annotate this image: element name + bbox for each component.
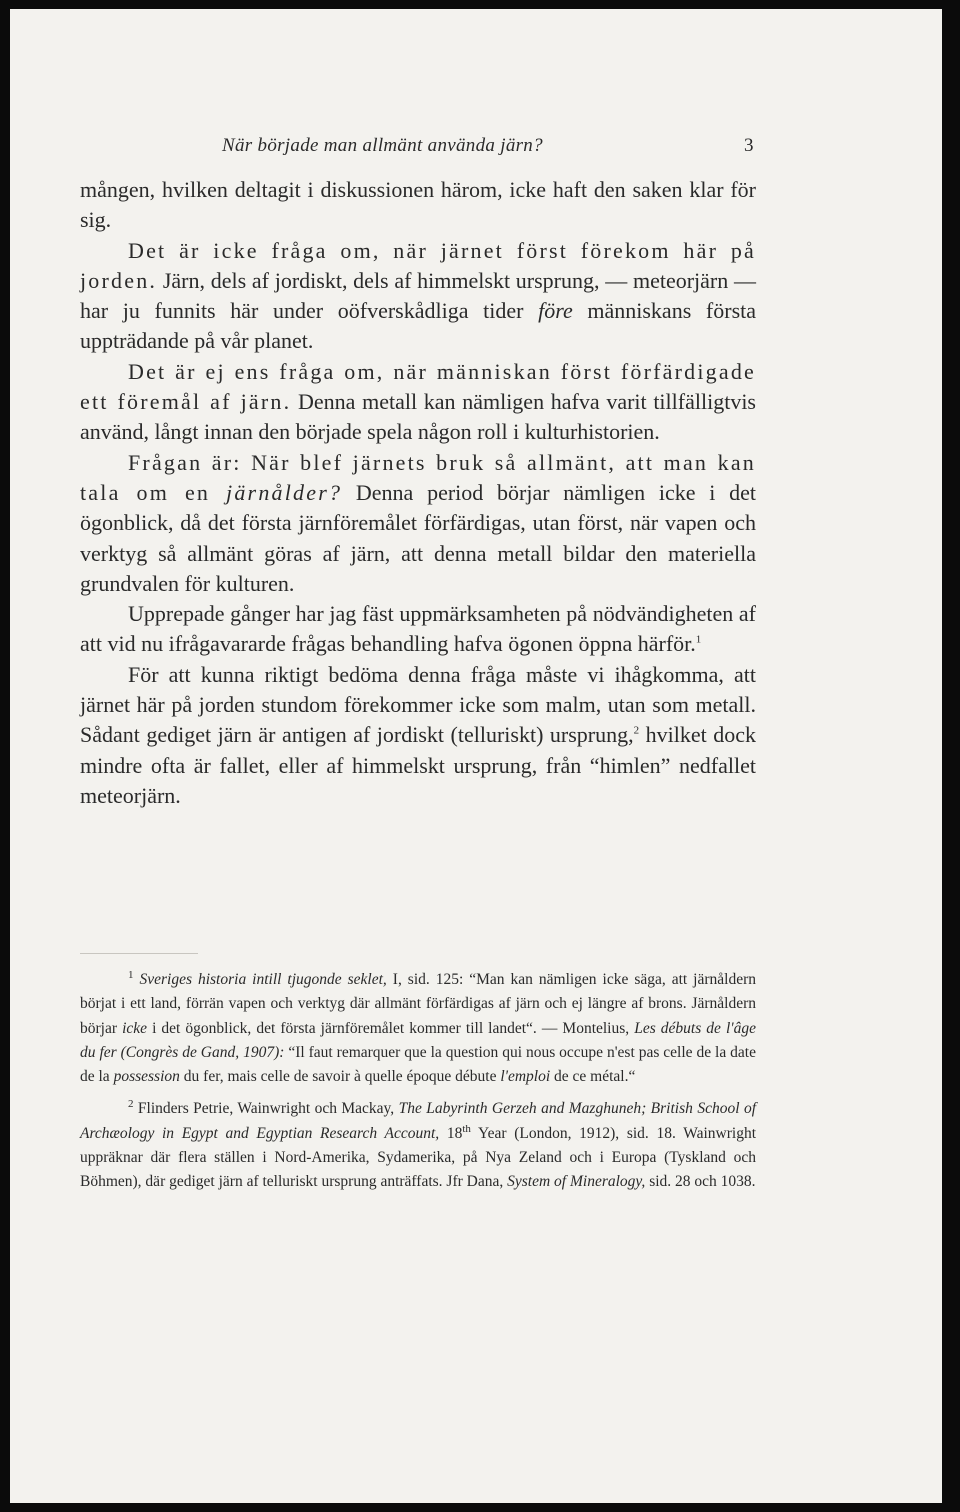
footnote-text: i det ögonblick, det första järnföremålet kommer till landet“. — Montelius,: [147, 1019, 635, 1037]
cited-work: The Labyrinth Gerzeh and Mazghuneh; British School of Archæology in Egypt and Egyptian Research Account,: [80, 1100, 756, 1142]
footnote-text: du fer, mais celle de savoir à quelle époque débute: [179, 1068, 501, 1086]
footnote-text: 18: [439, 1124, 463, 1142]
spaced-text: Det är ej ens fråga om, när människan först förfärdigade ett föremål af järn.: [80, 358, 756, 415]
paragraph: [80, 660, 756, 811]
cited-work: Sveriges historia intill tjugonde seklet,: [139, 971, 387, 988]
emphasis: icke: [122, 1019, 148, 1037]
paragraph-text: människans första uppträdande på vår planet.: [80, 298, 757, 354]
paragraph: [80, 357, 756, 448]
paragraph-text: För att kunna riktigt bedöma denna fråga måste vi ihågkomma, att järnet här på jorden stundom förekommer icke som malm, utan som metall. Sådant gediget järn är antigen af jordiskt (telluriskt) ursprung,: [80, 661, 756, 748]
footnote-2: [80, 1097, 756, 1194]
paragraph-text: Denna metall kan nämligen hafva varit tillfälligtvis använd, långt innan den började spela någon roll i kulturhistorien.: [80, 389, 756, 445]
spaced-text: Frågan är: När blef järnets bruk så allmänt, att man kan tala om en: [80, 449, 756, 505]
cited-work: Les débuts de l'âge du fer (Congrès de Gand, 1907):: [80, 1019, 756, 1061]
footnote-ref[interactable]: 1: [695, 634, 702, 647]
emphasis: l'emploi: [500, 1068, 551, 1086]
paragraph-text: Järn, dels af jordiskt, dels af himmelskt ursprung, — meteorjärn — har ju funnits här under oöfverskådliga tider: [80, 267, 756, 324]
ordinal-suffix: th: [462, 1122, 471, 1135]
footnote-text: Year (London, 1912), sid. 18. Wainwright uppräknar där flera ställen i Nord-Amerika, Sydamerika, på Nya Zeland och i Europa (Tyskland och Böhmen), där gediget järn af telluriskt ursprung anträffats. Jfr Dana,: [80, 1124, 757, 1191]
emphasis: före: [538, 298, 573, 324]
body-text: [80, 175, 756, 811]
footnote-1: [80, 968, 756, 1089]
footnote-separator: [80, 953, 198, 954]
footnote-mark: 1: [128, 968, 134, 981]
paragraph: [80, 599, 756, 660]
footnote-mark: 2: [128, 1098, 134, 1111]
paragraph: [80, 175, 756, 236]
cited-work: System of Mineralogy,: [507, 1173, 646, 1191]
paragraph-text: mången, hvilken deltagit i diskussionen härom, icke haft den saken klar för sig.: [80, 177, 756, 233]
footnotes: [80, 968, 756, 1195]
footnote-text: de ce métal.“: [550, 1068, 636, 1086]
paragraph-text: Upprepade gånger har jag fäst uppmärksamheten på nödvändigheten af att vid nu ifrågavararde frågas behandling hafva ögonen öppna härför.: [80, 601, 756, 657]
spaced-text: Det är icke fråga om, när järnet först förekom här på jorden.: [80, 237, 756, 293]
paragraph: [80, 236, 756, 357]
paragraph: [80, 448, 756, 599]
footnote-text: sid. 28 och 1038.: [645, 1173, 756, 1191]
footnote-text: I, sid. 125: “Man kan nämligen icke säga, att järnåldern börjat i ett land, förrän vapen och verktyg där allmänt förfärdigas af järn och ej längre af brons. Järnåldern börjar: [80, 971, 756, 1037]
emphasis: järnålder?: [226, 479, 343, 505]
emphasis: possession: [113, 1068, 180, 1086]
page-header: [10, 135, 942, 165]
paragraph-text: hvilket dock mindre ofta är fallet, eller af himmelskt ursprung, från “himlen” nedfallet meteorjärn.: [80, 722, 757, 808]
page-number: 3: [744, 135, 754, 156]
footnote-text: Flinders Petrie, Wainwright och Mackay,: [133, 1100, 399, 1118]
book-page: [10, 9, 942, 1503]
running-title: När började man allmänt använda järn?: [222, 135, 543, 156]
footnote-ref[interactable]: 2: [633, 725, 640, 738]
footnote-text: “Il faut remarquer que la question qui nous occupe n'est pas celle de la date de la: [80, 1043, 756, 1086]
paragraph-text: Denna period börjar nämligen icke i det ögonblick, då det första järnföremålet förfärdigas, utan först, när vapen och verktyg så allmänt göras af järn, att denna metall bildar den materiella grundvalen för kulturen.: [80, 479, 756, 596]
